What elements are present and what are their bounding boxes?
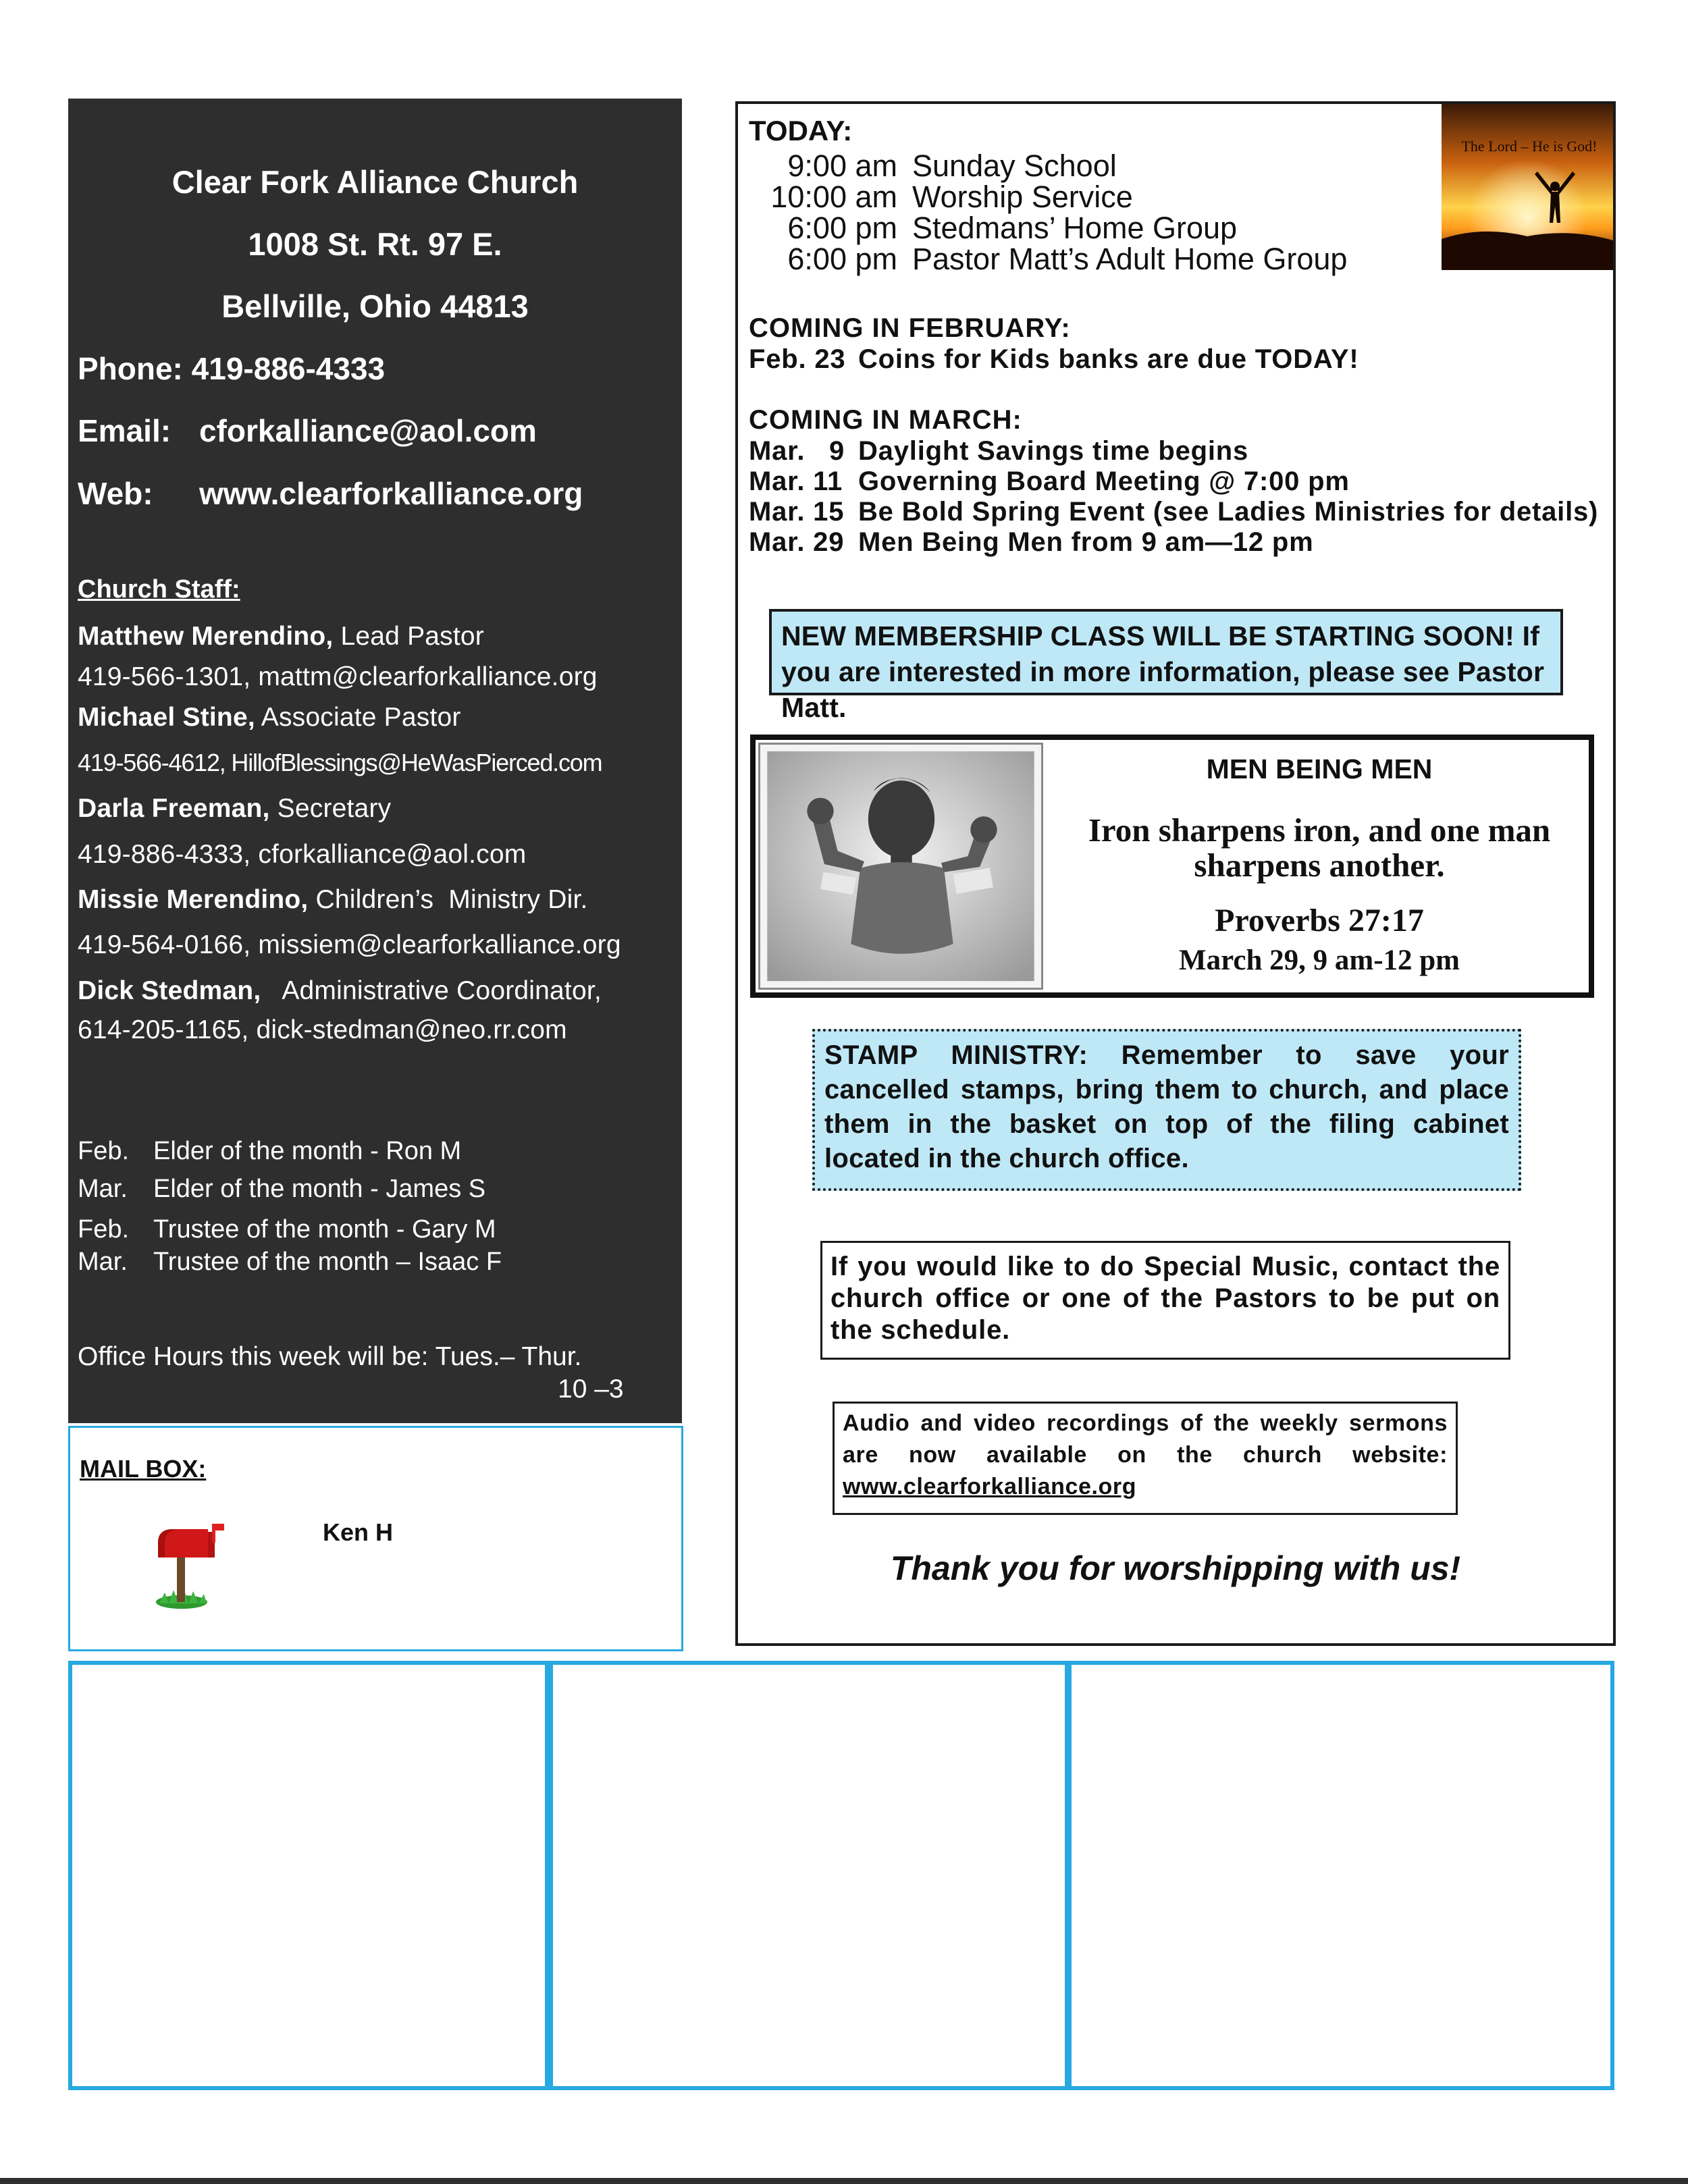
staff-member-5 — [78, 976, 602, 1006]
staff-contact-3: 419-886-4333, cforkalliance@aol.com — [78, 840, 527, 869]
duty-row — [78, 1137, 461, 1166]
email-row — [78, 412, 537, 449]
march-event — [749, 497, 1598, 527]
staff-member-3 — [78, 794, 391, 824]
event-text: Coins for Kids banks are due TODAY! — [858, 344, 1359, 374]
duty-month: Mar. — [78, 1175, 128, 1203]
schedule-item — [722, 149, 1117, 184]
staff-role: Associate Pastor — [255, 703, 461, 732]
blank-box-1 — [68, 1661, 549, 2090]
email-label: Email: — [78, 413, 172, 448]
schedule-item — [722, 211, 1237, 246]
staff-role: Secretary — [269, 794, 392, 823]
announcements-panel — [735, 101, 1616, 1646]
office-hours-line2: 10 –3 — [558, 1375, 624, 1404]
staff-name: Matthew Merendino, — [78, 622, 334, 651]
schedule-item — [722, 242, 1347, 277]
march-event — [749, 467, 1350, 497]
church-name: Clear Fork Alliance Church — [172, 164, 579, 200]
boy-flexing-photo — [758, 743, 1043, 990]
phone-value: 419-886-4333 — [191, 351, 386, 386]
staff-role: Children’s Ministry Dir. — [308, 885, 588, 914]
men-being-men-title: MEN BEING MEN — [1206, 753, 1433, 784]
march-event — [749, 527, 1313, 558]
church-address-line1: 1008 St. Rt. 97 E. — [248, 226, 502, 262]
duty-row — [78, 1215, 496, 1244]
schedule-time: 9:00 am — [787, 149, 897, 183]
staff-contact-5: 614-205-1165, dick-stedman@neo.rr.com — [78, 1015, 567, 1044]
men-being-men-date: March 29, 9 am-12 pm — [1178, 944, 1460, 976]
event-date: Mar. 29 — [749, 527, 845, 557]
march-heading: COMING IN MARCH: — [749, 405, 1022, 435]
duty-row — [78, 1248, 502, 1277]
men-being-men-verse: Iron sharpens iron, and one man sharpens another. — [1088, 811, 1551, 884]
staff-role: Lead Pastor — [333, 622, 484, 651]
schedule-event: Pastor Matt’s Adult Home Group — [912, 242, 1348, 276]
staff-heading: Church Staff: — [78, 575, 240, 604]
schedule-event: Sunday School — [912, 149, 1117, 183]
web-label: Web: — [78, 476, 153, 511]
schedule-time: 10:00 am — [770, 180, 897, 214]
mailbox-title: MAIL BOX: — [80, 1455, 207, 1483]
duty-text: Trustee of the month - Gary M — [153, 1215, 496, 1244]
duty-month: Feb. — [78, 1137, 130, 1165]
email-value[interactable]: cforkalliance@aol.com — [199, 413, 537, 448]
duty-text: Elder of the month - James S — [153, 1175, 486, 1203]
schedule-time: 6:00 pm — [787, 242, 897, 276]
event-date: Feb. 23 — [749, 344, 846, 374]
thank-you-message: Thank you for worshipping with us! — [890, 1549, 1461, 1587]
church-info-panel — [68, 99, 682, 1423]
staff-contact-1: 419-566-1301, mattm@clearforkalliance.org — [78, 662, 598, 691]
sermon-recordings-text: Audio and video recordings of the weekly sermons are now available on the church website: — [843, 1410, 1448, 1468]
staff-name: Michael Stine, — [78, 703, 255, 732]
duty-month: Mar. — [78, 1248, 128, 1276]
february-event — [749, 344, 1359, 375]
duty-text: Trustee of the month – Isaac F — [153, 1248, 502, 1276]
staff-member-1 — [78, 622, 484, 651]
february-heading: COMING IN FEBRUARY: — [749, 313, 1071, 343]
mailbox-icon — [151, 1522, 226, 1617]
page-bottom-edge — [0, 2178, 1688, 2184]
blank-box-2 — [549, 1661, 1069, 2090]
duty-row — [78, 1175, 485, 1204]
website-link[interactable]: www.clearforkalliance.org — [843, 1474, 1137, 1499]
staff-member-4 — [78, 885, 588, 915]
schedule-item — [722, 180, 1133, 215]
phone-row — [78, 350, 385, 387]
schedule-event: Stedmans’ Home Group — [912, 211, 1238, 245]
stamp-ministry-notice: STAMP MINISTRY: Remember to save your cancelled stamps, bring them to church, and place them in the basket on top of the filing cabinet located in the church office. — [812, 1029, 1521, 1191]
event-text: Men Being Men from 9 am—12 pm — [858, 527, 1314, 557]
office-hours-line1: Office Hours this week will be: Tues.– Thur. — [78, 1342, 582, 1371]
mailbox-section — [68, 1426, 683, 1651]
phone-label: Phone: — [78, 351, 183, 386]
blank-box-3 — [1067, 1661, 1614, 2090]
image-caption: The Lord – He is God! — [1461, 138, 1598, 155]
staff-member-2 — [78, 703, 461, 733]
schedule-event: Worship Service — [912, 180, 1133, 214]
staff-role: Administrative Coordinator, — [261, 976, 602, 1005]
event-date: Mar. 9 — [749, 436, 845, 466]
schedule-time: 6:00 pm — [787, 211, 897, 245]
duty-month: Feb. — [78, 1215, 130, 1244]
staff-contact-2: 419-566-4612, HillofBlessings@HeWasPierced.com — [78, 749, 602, 776]
event-date: Mar. 15 — [749, 497, 845, 527]
staff-name: Missie Merendino, — [78, 885, 309, 914]
staff-name: Darla Freeman, — [78, 794, 270, 823]
membership-notice: NEW MEMBERSHIP CLASS WILL BE STARTING SOON! If you are interested in more information, please see Pastor Matt. — [769, 609, 1563, 695]
today-heading: TODAY: — [749, 115, 853, 147]
staff-contact-4: 419-564-0166, missiem@clearforkalliance.org — [78, 930, 621, 959]
event-date: Mar. 11 — [749, 467, 843, 496]
event-text: Daylight Savings time begins — [858, 436, 1249, 466]
special-music-notice: If you would like to do Special Music, contact the church office or one of the Pastors to be put on the schedule. — [820, 1241, 1510, 1360]
march-event — [749, 436, 1248, 467]
event-text: Be Bold Spring Event (see Ladies Ministries for details) — [858, 497, 1599, 527]
web-row — [78, 475, 583, 512]
sermon-recordings-notice — [833, 1402, 1458, 1515]
mailbox-recipient: Ken H — [323, 1518, 394, 1546]
men-being-men-reference: Proverbs 27:17 — [1215, 903, 1424, 938]
church-address-line2: Bellville, Ohio 44813 — [221, 288, 529, 324]
worship-sunrise-image — [1442, 104, 1613, 270]
event-text: Governing Board Meeting @ 7:00 pm — [858, 467, 1350, 496]
web-value[interactable]: www.clearforkalliance.org — [199, 476, 583, 511]
staff-name: Dick Stedman, — [78, 976, 261, 1005]
duty-text: Elder of the month - Ron M — [153, 1137, 462, 1165]
men-being-men-box — [750, 735, 1594, 998]
